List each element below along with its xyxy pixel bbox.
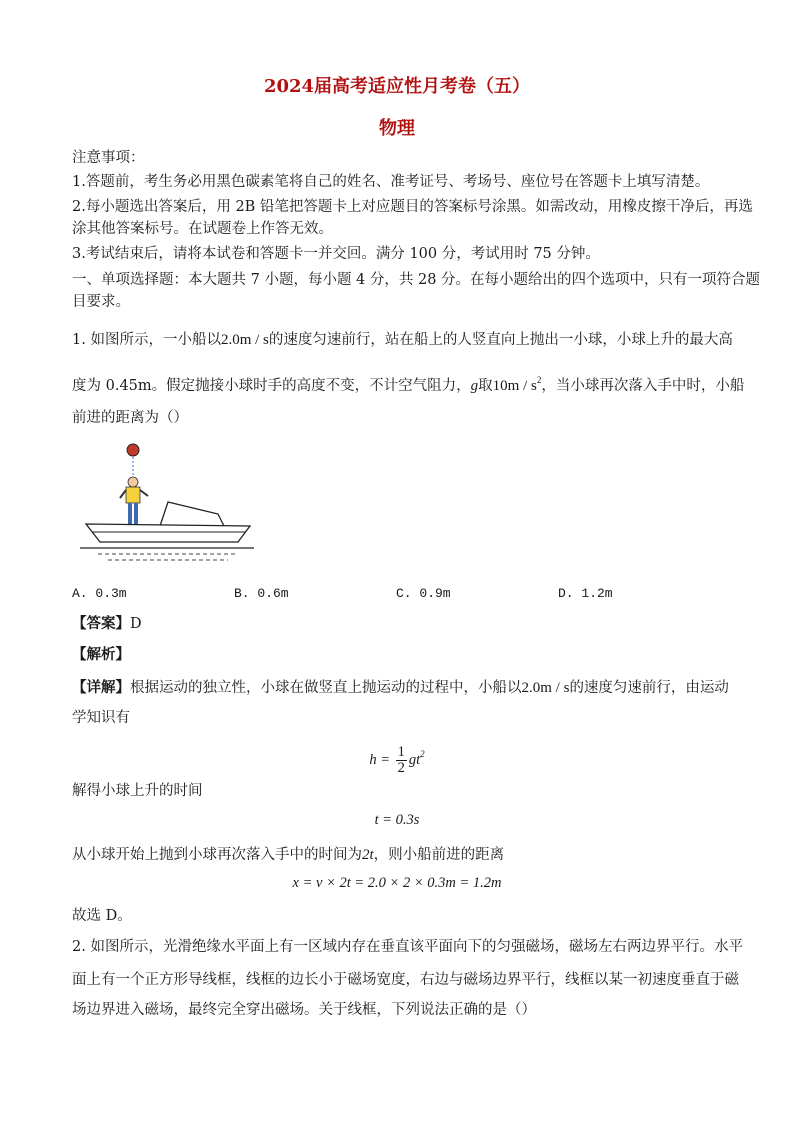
equation-1 <box>0 736 794 777</box>
detail-line4 <box>72 845 504 865</box>
notice-item-1: 1.答题前，考生务必用黑色碳素笔将自己的姓名、准考证号、考场号、座位号在答题卡上填写清楚。 <box>72 174 710 190</box>
q1-g-value: 10m / s <box>492 378 537 394</box>
q1-speed: 2.0m / s <box>220 332 269 348</box>
q1-option-d: D. 1.2m <box>558 586 613 601</box>
boat-cabin <box>160 502 224 526</box>
eq1-denominator: 2 <box>397 760 405 777</box>
q2-stem-line1: 2. 如图所示，光滑绝缘水平面上有一区域内存在垂直该平面向下的匀强磁场，磁场左右两边界平行。水平 <box>72 939 743 955</box>
notice-item-2a: 2.每小题选出答案后，用 2B 铅笔把答题卡上对应题目的答案标号涂黑。如需改动，用橡皮擦干净后，再选 <box>72 199 753 215</box>
q1-stem-line1 <box>72 330 733 350</box>
equation-3: x = v × 2t = 2.0 × 2 × 0.3m = 1.2m <box>292 875 502 891</box>
equation-2: t = 0.3s <box>374 812 420 828</box>
eq1-fraction <box>396 745 407 776</box>
q1-text: 度为 0.45m。假定抛接小球时手的高度不变，不计空气阻力， <box>72 378 471 394</box>
detail-text: 的速度匀速前行，由运动 <box>569 680 729 696</box>
detail-2t: 2t <box>362 847 374 863</box>
section1-line2: 目要求。 <box>72 294 130 310</box>
q1-option-b: B. 0.6m <box>234 586 289 601</box>
q1-text: 取 <box>478 378 493 394</box>
eq1-numerator: 1 <box>397 744 405 761</box>
detail-tag: 【详解】 <box>72 679 130 696</box>
detail-text: ，则小船前进的距离 <box>373 847 505 863</box>
subject-title: 物理 <box>379 118 415 139</box>
answer-value: D <box>130 616 142 632</box>
exam-title: 2024届高考适应性月考卷（五） <box>263 76 531 97</box>
q1-stem-line3: 前进的距离为（） <box>72 410 188 426</box>
q1-text: 的速度匀速前行，站在船上的人竖直向上抛出一小球，小球上升的最大高 <box>268 332 733 348</box>
q1-boat-figure <box>78 438 262 568</box>
notice-item-2b: 涂其他答案标号。在试题卷上作答无效。 <box>72 221 333 237</box>
detail-line1 <box>72 678 729 698</box>
eq1-exponent: 2 <box>420 749 425 759</box>
q1-stem-line2 <box>72 370 744 396</box>
q2-stem-line2: 面上有一个正方形导线框，线框的边长小于磁场宽度，右边与磁场边界平行，线框以某一初速度垂直于磁 <box>72 972 739 988</box>
boat-hull <box>86 524 250 542</box>
answer-tag: 【答案】 <box>72 615 130 632</box>
detail-text: 从小球开始上抛到小球再次落入手中的时间为 <box>72 847 362 863</box>
q1-g-symbol: g <box>470 378 479 394</box>
notice-heading: 注意事项： <box>72 150 145 166</box>
detail-text: 根据运动的独立性，小球在做竖直上抛运动的过程中，小船以 <box>130 680 522 696</box>
detail-speed: 2.0m / s <box>521 680 570 696</box>
q1-answer <box>72 614 142 634</box>
q1-g-exponent: 2 <box>536 375 542 385</box>
analysis-tag: 【解析】 <box>72 646 130 663</box>
section1-line1: 一、单项选择题：本大题共 7 小题，每小题 4 分，共 28 分。在每小题给出的四个选项中，只有一项符合题 <box>72 272 761 288</box>
eq1-rhs: gt <box>408 752 421 768</box>
eq1-lhs: h = <box>369 752 390 768</box>
conclusion: 故选 D。 <box>72 908 132 924</box>
q1-option-c: C. 0.9m <box>396 586 451 601</box>
q1-text: ，当小球再次落入手中时，小船 <box>541 378 745 394</box>
q1-option-a: A. 0.3m <box>72 586 127 601</box>
person-icon <box>120 477 148 525</box>
ball-icon <box>127 444 139 456</box>
q1-text: 1. 如图所示，一小船以 <box>72 332 221 348</box>
detail-line2: 学知识有 <box>72 710 130 726</box>
detail-line3: 解得小球上升的时间 <box>72 783 203 799</box>
notice-item-3: 3.考试结束后，请将本试卷和答题卡一并交回。满分 100 分，考试用时 75 分钟。 <box>72 246 600 262</box>
q2-stem-line3: 场边界进入磁场，最终完全穿出磁场。关于线框，下列说法正确的是（） <box>72 1002 536 1018</box>
